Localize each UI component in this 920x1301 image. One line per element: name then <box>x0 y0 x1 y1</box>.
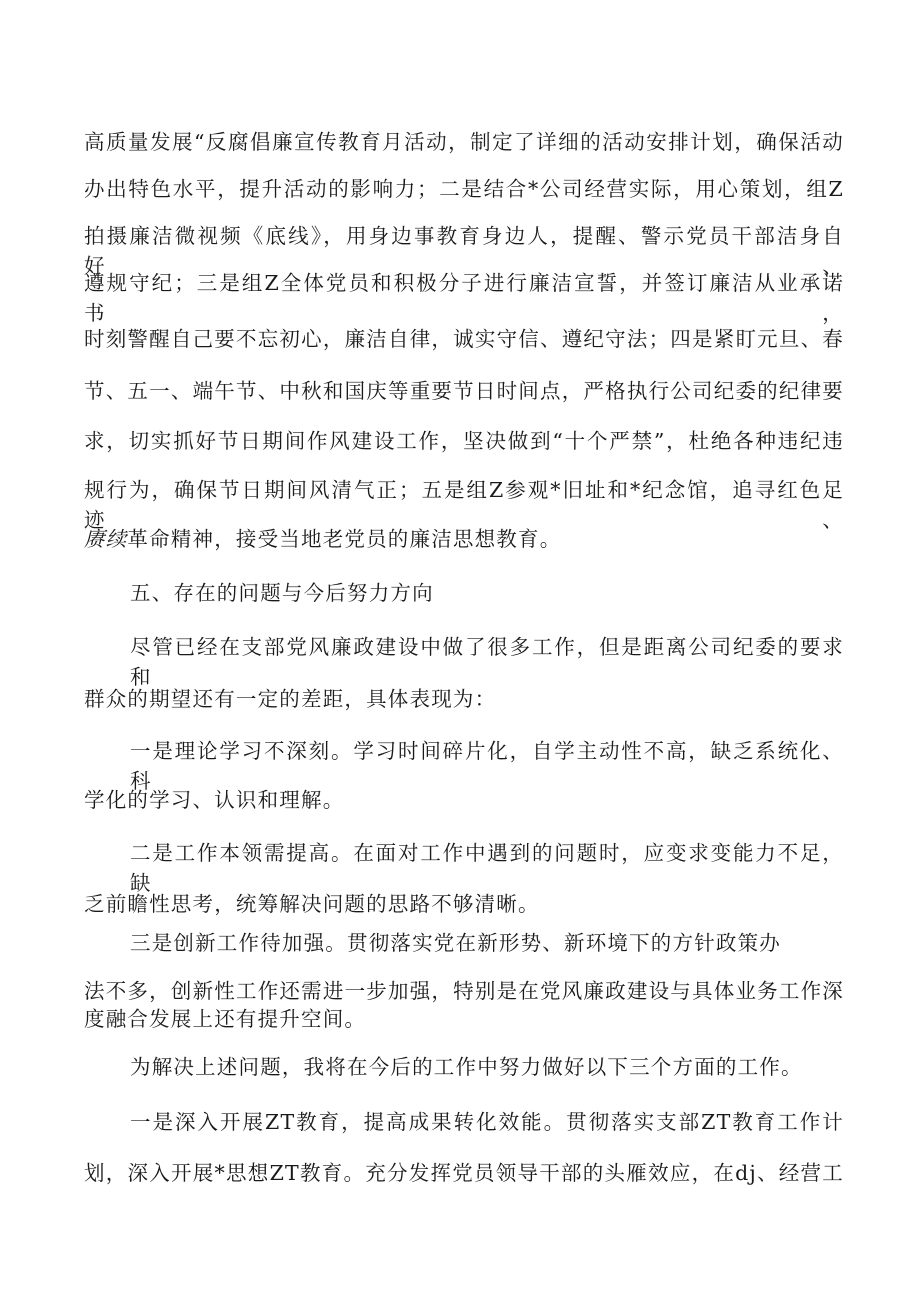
paragraph-line-last <box>84 524 844 554</box>
paragraph-line: 规行为，确保节日期间风清气正；五是组Z参观*旧址和*纪念馆，追寻红色足迹、 <box>84 478 844 532</box>
paragraph-line: 群众的期望还有一定的差距，具体表现为： <box>84 687 497 711</box>
paragraph-line: 学化的学习、认识和理解。 <box>84 788 345 812</box>
italic-word: 赓续 <box>84 527 128 551</box>
paragraph-line: 度融合发展上还有提升空间。 <box>84 1007 367 1031</box>
paragraph-line: 为解决上述问题，我将在今后的工作中努力做好以下三个方面的工作。 <box>130 1055 803 1079</box>
paragraph-line: 法不多，创新性工作还需进一步加强，特别是在党风廉政建设与具体业务工作深 <box>84 979 844 1003</box>
line-rest: 革命精神，接受当地老党员的廉洁思想教育。 <box>127 527 562 551</box>
section-heading: 五、存在的问题与今后努力方向 <box>130 581 434 605</box>
paragraph-line: 遵规守纪；三是组Z全体党员和积极分子进行廉洁宣誓，并签订廉洁从业承诺书， <box>84 271 844 325</box>
paragraph-line: 办出特色水平，提升活动的影响力；二是结合*公司经营实际，用心策划，组Z <box>84 177 844 201</box>
paragraph-line: 三是创新工作待加强。贯彻落实党在新形势、新环境下的方针政策办 <box>130 931 781 955</box>
paragraph-line: 时刻警醒自己要不忘初心，廉洁自律，诚实守信、遵纪守法；四是紧盯元旦、春 <box>84 327 844 351</box>
paragraph-line: 求，切实抓好节日期间作风建设工作，坚决做到“十个严禁”，杜绝各种违纪违 <box>84 429 844 453</box>
paragraph-line: 节、五一、端午节、中秋和国庆等重要节日时间点，严格执行公司纪委的纪律要 <box>84 379 844 403</box>
paragraph-line: 高质量发展“反腐倡廉宣传教育月活动，制定了详细的活动安排计划，确保活动 <box>84 130 844 154</box>
paragraph-line: 乏前瞻性思考，统筹解决问题的思路不够清晰。 <box>84 892 540 916</box>
paragraph-line: 尽管已经在支部党风廉政建设中做了很多工作，但是距离公司纪委的要求和 <box>130 635 844 689</box>
paragraph-line: 拍摄廉洁微视频《底线》，用身边事教育身边人，提醒、警示党员干部洁身自好、 <box>84 224 844 278</box>
paragraph-line: 划，深入开展*思想ZT教育。充分发挥党员领导干部的头雁效应，在dj、经营工 <box>84 1161 844 1185</box>
paragraph-line: 二是工作本领需提高。在面对工作中遇到的问题时，应变求变能力不足，缺 <box>130 841 844 895</box>
paragraph-line: 一是理论学习不深刻。学习时间碎片化，自学主动性不高，缺乏系统化、科 <box>130 739 844 793</box>
paragraph-line: 一是深入开展ZT教育，提高成果转化效能。贯彻落实支部ZT教育工作计 <box>130 1110 844 1134</box>
